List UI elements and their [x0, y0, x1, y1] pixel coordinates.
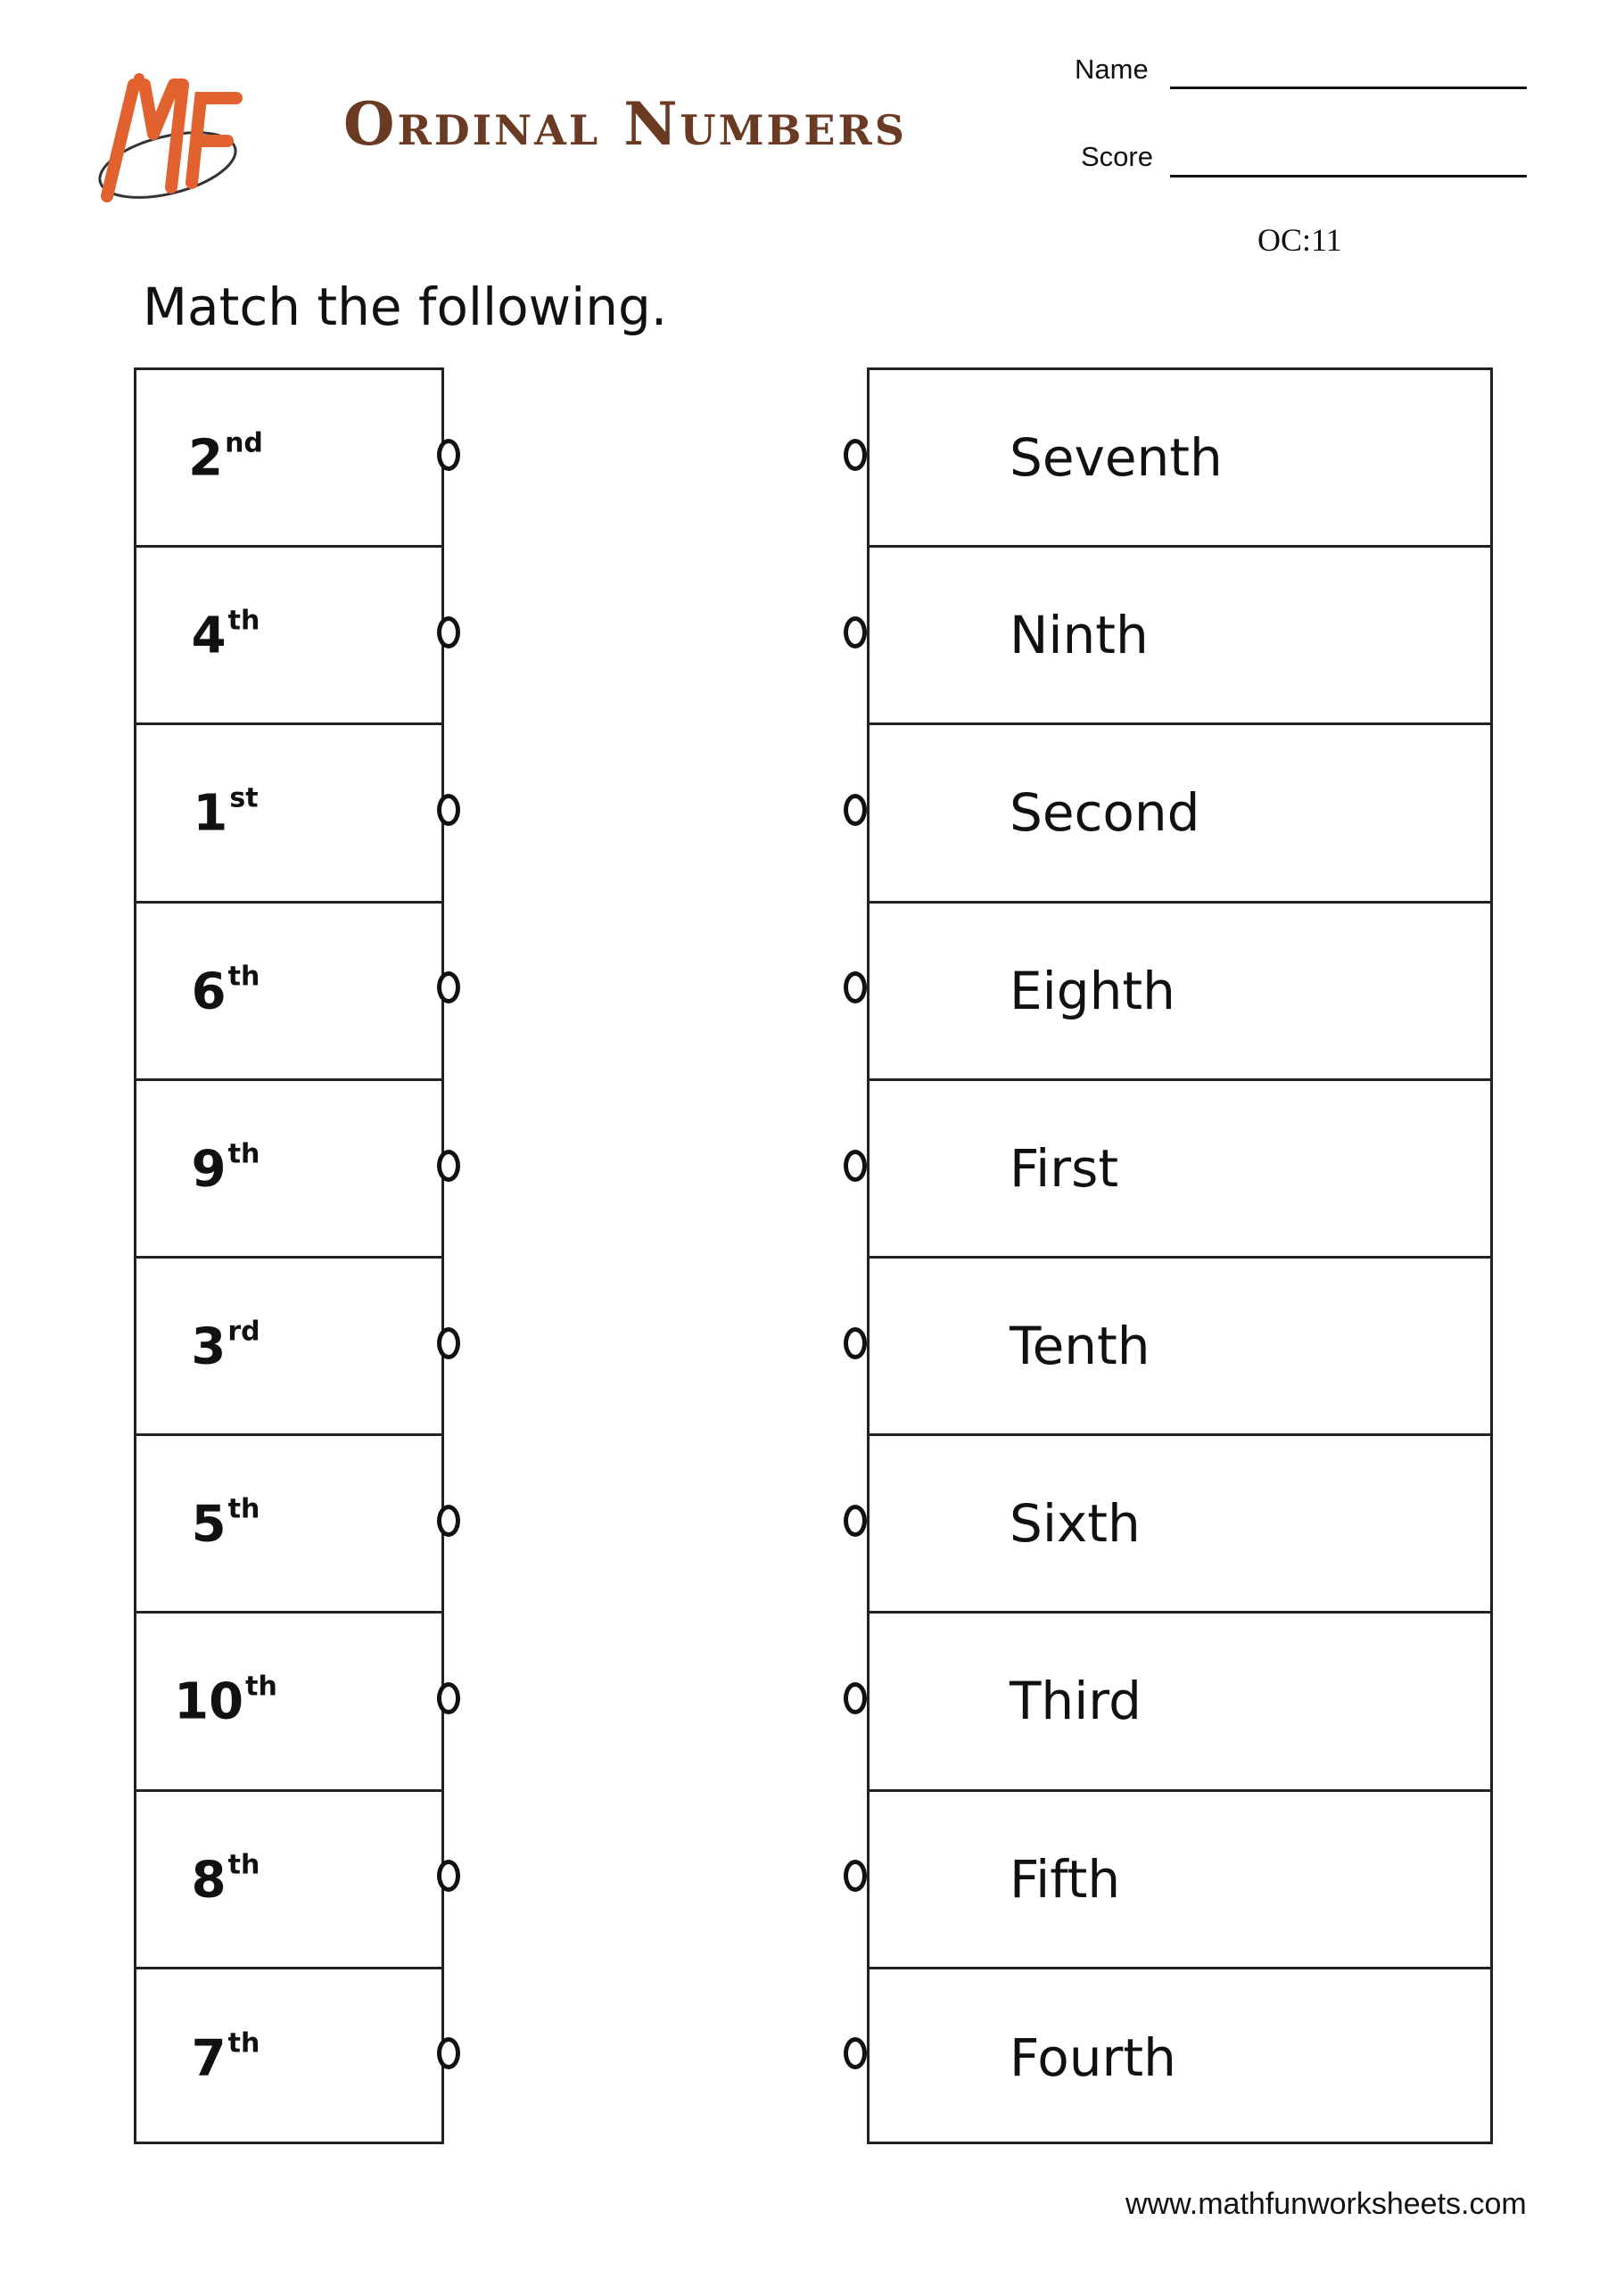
- ordinal-cell: [136, 904, 441, 1081]
- left-match-dot[interactable]: [437, 2037, 460, 2069]
- ordinal-word: Fifth: [1010, 1848, 1121, 1910]
- word-cell: [870, 370, 1490, 548]
- ordinal-number: 1st: [193, 782, 259, 843]
- ordinal-number: 3rd: [191, 1316, 260, 1376]
- ordinal-number: 10th: [174, 1671, 277, 1731]
- ordinal-number: 5th: [191, 1493, 260, 1554]
- instruction-text: Match the following.: [143, 277, 668, 337]
- left-match-dot[interactable]: [437, 1860, 460, 1892]
- ordinal-number: 9th: [191, 1138, 260, 1199]
- left-match-dot[interactable]: [437, 1327, 460, 1359]
- left-match-dot[interactable]: [437, 1682, 460, 1714]
- left-match-dot[interactable]: [437, 616, 460, 648]
- ordinal-word: Second: [1010, 782, 1200, 844]
- ordinal-word: Eighth: [1010, 960, 1175, 1021]
- word-cell: [870, 725, 1490, 903]
- right-match-dot[interactable]: [844, 971, 867, 1003]
- ordinal-number: 6th: [191, 961, 260, 1021]
- word-cell: [870, 1436, 1490, 1614]
- ordinal-word: Ninth: [1010, 605, 1149, 666]
- website-link[interactable]: www.mathfunworksheets.com: [1125, 2187, 1527, 2221]
- ordinal-cell: [136, 548, 441, 725]
- ordinal-word: Fourth: [1010, 2027, 1176, 2089]
- right-match-dot[interactable]: [844, 794, 867, 826]
- left-match-dot[interactable]: [437, 1150, 460, 1182]
- word-cell: [870, 1792, 1490, 1969]
- left-match-dot[interactable]: [437, 1505, 460, 1537]
- ordinal-number: 2nd: [188, 427, 263, 488]
- ordinal-word: First: [1010, 1137, 1119, 1199]
- ordinal-word: Third: [1010, 1671, 1142, 1732]
- name-label: Name: [1075, 54, 1149, 85]
- ordinal-word: Sixth: [1010, 1493, 1141, 1555]
- score-label: Score: [1081, 141, 1153, 172]
- ordinal-word: Seventh: [1010, 427, 1223, 489]
- word-cell: [870, 904, 1490, 1081]
- left-match-dot[interactable]: [437, 794, 460, 826]
- ordinal-cell: [136, 1792, 441, 1969]
- right-match-dot[interactable]: [844, 1505, 867, 1537]
- ordinal-cell: [136, 1259, 441, 1436]
- right-match-dot[interactable]: [844, 1682, 867, 1714]
- ordinal-number: 7th: [191, 2027, 260, 2088]
- ordinal-number: 4th: [191, 605, 260, 665]
- word-cell: [870, 1081, 1490, 1259]
- ordinal-cell: [136, 1969, 441, 2147]
- ordinal-cell: [136, 1614, 441, 1791]
- right-match-dot[interactable]: [844, 1150, 867, 1182]
- ordinal-cell: [136, 1081, 441, 1259]
- ordinal-word: Tenth: [1010, 1316, 1150, 1377]
- ordinal-cell: [136, 370, 441, 548]
- left-match-dot[interactable]: [437, 971, 460, 1003]
- word-cell: [870, 1614, 1490, 1791]
- ordinal-cell: [136, 725, 441, 903]
- worksheet-code: OC:11: [1257, 222, 1342, 258]
- right-match-dot[interactable]: [844, 2037, 867, 2069]
- ordinal-cell: [136, 1436, 441, 1614]
- score-field[interactable]: [1170, 175, 1527, 177]
- page-title: Ordinal Numbers: [343, 89, 907, 159]
- logo-icon: [89, 62, 250, 214]
- left-match-dot[interactable]: [437, 439, 460, 471]
- right-match-dot[interactable]: [844, 1860, 867, 1892]
- right-match-dot[interactable]: [844, 616, 867, 648]
- word-cell: [870, 548, 1490, 725]
- ordinal-number: 8th: [191, 1849, 260, 1910]
- right-match-dot[interactable]: [844, 1327, 867, 1359]
- word-cell: [870, 1259, 1490, 1436]
- word-cell: [870, 1969, 1490, 2147]
- name-field[interactable]: [1170, 87, 1527, 89]
- word-column: [867, 367, 1493, 2144]
- ordinal-column: [134, 367, 444, 2144]
- right-match-dot[interactable]: [844, 439, 867, 471]
